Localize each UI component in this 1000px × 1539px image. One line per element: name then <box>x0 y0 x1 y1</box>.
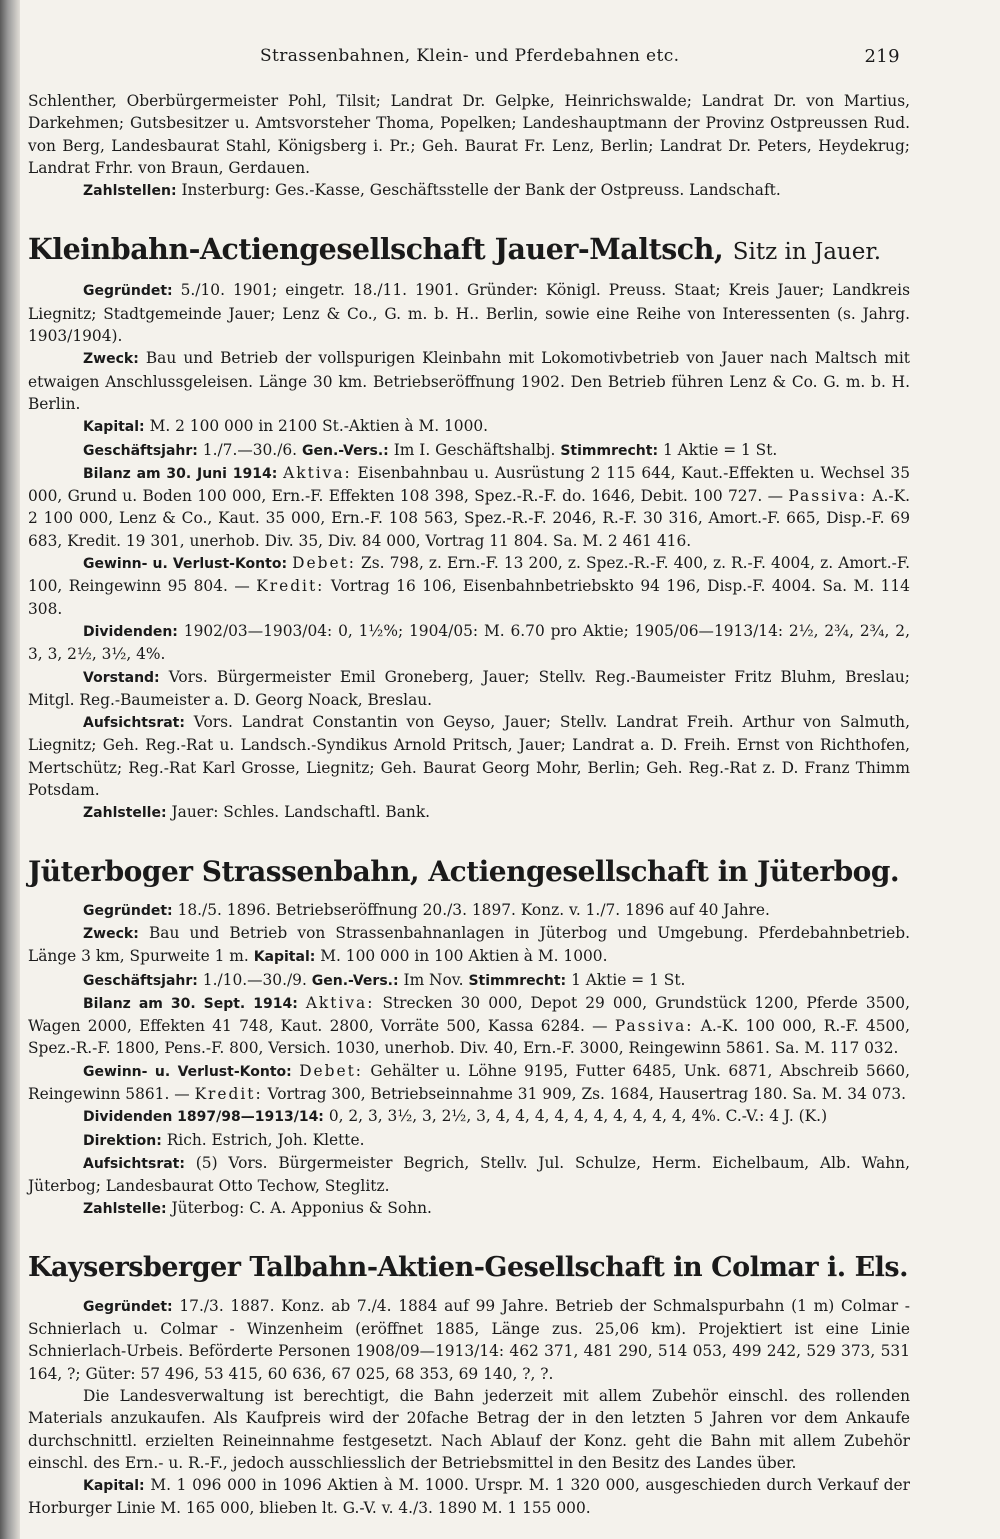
label: Vorstand: <box>83 669 160 686</box>
value: Vors. Bürgermeister Emil Groneberg, Jauer; Stellv. Reg.-Baumeister Fritz Bluhm, Breslau; Mitgl. Reg.-Baumeister a. D. Georg Noack, Breslau. <box>28 667 910 709</box>
label: Zahlstelle: <box>83 805 167 822</box>
jueterbog-bilanz <box>28 992 910 1060</box>
value: Im I. Geschäftshalbj. <box>393 440 556 459</box>
kaysersberg-paragraph: Die Landesverwaltung ist berechtigt, die Bahn jederzeit mit allem Zubehör einschl. des rollenden Materials anzukaufen. Als Kaufpreis wird der 20fache Betrag der in den letzten 5 Jahren vor dem Ankaufe durchschnittl. erzielten Reineinnahme festgesetzt. Nach Ablauf der Konz. geht die Bahn mit allem Zubehör einschl. des Ern.- u. R.-F., jedoch ausschliesslich der Betriebsmittel in den Besitz des Landes über. <box>28 1386 910 1472</box>
value: 1902/03—1903/04: 0, 1½%; 1904/05: M. 6.70 pro Aktie; 1905/06—1913/14: 2½, 2¾, 2¾, 2, 3, 3, 2½, 3½, 4%. <box>28 621 910 664</box>
jauer-guv <box>28 552 910 620</box>
jueterbog-aufsichtsrat <box>28 1152 910 1198</box>
label: Kapital: <box>83 419 145 436</box>
jauer-dividenden <box>28 620 910 666</box>
jauer-zahlstelle <box>28 801 910 824</box>
label: Kapital: <box>83 1478 145 1495</box>
kredit-label: Kredit: <box>256 577 325 596</box>
jauer-kapital <box>28 415 910 438</box>
label: Zweck: <box>83 925 139 942</box>
running-title: Strassenbahnen, Klein- und Pferdebahnen etc. <box>260 46 680 66</box>
jauer-bilanz <box>28 462 910 552</box>
label: Gen.-Vers.: <box>311 972 399 989</box>
jueterbog-geschaeftsjahr <box>28 969 910 992</box>
value: Vortrag 300, Betriebseinnahme 31 909, Zs. 1684, Hausertrag 180. Sa. M. 34 073. <box>267 1084 907 1103</box>
value: A.-K. 100 000, R.-F. 4500, Spez.-R.-F. 1800, Pens.-F. 800, Versich. 1030, unerhob. Div. 40, Ern.-F. 3000, Reingewinn 5861. Sa. M. 117 032. <box>28 1017 910 1058</box>
debet-label: Debet: <box>299 1061 363 1080</box>
entry-title-jueterbog: Jüterboger Strassenbahn, Actiengesellschaft in Jüterbog. <box>28 854 900 888</box>
value: Jauer: Schles. Landschaftl. Bank. <box>171 803 431 822</box>
value: 1 Aktie = 1 St. <box>571 970 686 989</box>
value: 0, 2, 3, 3½, 3, 2½, 3, 4, 4, 4, 4, 4, 4, 4, 4, 4, 4, 4%. C.-V.: 4 J. (K.) <box>328 1107 828 1126</box>
jauer-gegruendet <box>28 279 910 347</box>
jueterbog-guv <box>28 1060 910 1106</box>
value: 17./3. 1887. Konz. ab 7./4. 1884 auf 99 Jahre. Betrieb der Schmalspurbahn (1 m) Colmar - Schnierlach u. Colmar - Winzenheim (eröffnet 1885, Länge zus. 25,06 km). Projektiert ist eine Linie Schnierlach-Urbeis. Beförderte Personen 1908/09—1913/14: 462 371, 481 290, 514 053, 499 242, 529 373, 531 164, ?; Güter: 57 496, 53 415, 60 636, 67 025, 68 353, 69 140, ?, ?. <box>28 1296 910 1383</box>
label: Zahlstellen: <box>83 183 177 200</box>
page-edge <box>0 0 20 1539</box>
value: 18./5. 1896. Betriebseröffnung 20./3. 1897. Konz. v. 1./7. 1896 auf 40 Jahre. <box>177 900 770 919</box>
value: M. 1 096 000 in 1096 Aktien à M. 1000. Urspr. M. 1 320 000, ausgeschieden durch Verkauf der Horburger Linie M. 165 000, blieben lt. G.-V. v. 4./3. 1890 M. 1 155 000. <box>28 1476 910 1518</box>
kredit-label: Kredit: <box>194 1084 263 1103</box>
jueterbog-dividenden <box>28 1105 910 1128</box>
jueterbog-zweck <box>28 922 910 969</box>
jauer-aufsichtsrat <box>28 711 910 801</box>
label: Stimmrecht: <box>468 972 567 989</box>
label: Gewinn- u. Verlust-Konto: <box>83 1063 292 1080</box>
jauer-zweck <box>28 347 910 415</box>
debet-label: Debet: <box>292 554 356 573</box>
label: Aufsichtsrat: <box>83 1155 185 1172</box>
label: Gegründet: <box>83 1298 173 1315</box>
value: M. 2 100 000 in 2100 St.-Aktien à M. 1000. <box>149 417 489 436</box>
label: Gegründet: <box>83 902 173 919</box>
value: Gehälter u. Löhne 9195, Futter 6485, Unk. 6871, Abschreib 5660, Reingewinn 5861. — <box>28 1061 910 1103</box>
label: Stimmrecht: <box>560 442 659 459</box>
intro-paragraph: Schlenther, Oberbürgermeister Pohl, Tilsit; Landrat Dr. Gelpke, Heinrichswalde; Landrat Dr. von Martius, Darkehmen; Gutsbesitzer u. Amtsvorsteher Thoma, Popelken; Landeshauptmann der Provinz Ostpreussen Rud. von Berg, Landesbaurat Stahl, Königsberg i. Pr.; Geh. Baurat Fr. Lenz, Berlin; Landrat Dr. Peters, Heydekrug; Landrat Frhr. von Braun, Gerdauen. <box>28 92 910 177</box>
jueterbog-zahlstelle <box>28 1197 910 1220</box>
aktiva-label: Aktiva: <box>305 993 375 1012</box>
value: Vortrag 16 106, Eisenbahnbetriebskto 94 196, Disp.-F. 4004. Sa. M. 114 308. <box>28 577 910 618</box>
value: Rich. Estrich, Joh. Klette. <box>166 1130 365 1149</box>
label: Zahlstelle: <box>83 1201 167 1218</box>
value: 1./10.—30./9. <box>202 970 307 989</box>
value: Vors. Landrat Constantin von Geyso, Jauer; Stellv. Landrat Freih. Arthur von Salmuth, Liegnitz; Geh. Reg.-Rat u. Landsch.-Syndikus Arnold Pritsch, Jauer; Landrat a. D. Freih. Ernst von Richthofen, Mertschütz; Reg.-Rat Karl Grosse, Liegnitz; Geh. Baurat Georg Mohr, Berlin; Geh. Reg.-Rat z. D. Franz Thimm Potsdam. <box>28 713 910 800</box>
kaysersberg-gegruendet <box>28 1295 910 1385</box>
entry-title-kaysersberg: Kaysersberger Talbahn-Aktien-Gesellschaft in Colmar i. Els. <box>28 1251 909 1283</box>
label: Geschäftsjahr: <box>83 972 198 989</box>
entry-name: Kleinbahn-Actiengesellschaft Jauer-Maltsch, <box>28 232 724 267</box>
value: Strecken 30 000, Depot 29 000, Grundstück 1200, Pferde 3500, Wagen 2000, Effekten 41 748, Kaut. 2800, Vorräte 500, Kassa 6284. — <box>28 993 910 1036</box>
label: Zweck: <box>83 351 139 368</box>
label: Geschäftsjahr: <box>83 442 198 459</box>
value: 1./7.—30./6. <box>202 440 298 459</box>
label: Dividenden 1897/98—1913/14: <box>83 1109 324 1126</box>
label: Gegründet: <box>83 283 173 300</box>
label: Direktion: <box>83 1132 162 1149</box>
value: Zs. 798, z. Ern.-F. 13 200, z. Spez.-R.-F. 400, z. R.-F. 4004, z. Amort.-F. 100, Reingewinn 95 804. — <box>28 554 910 596</box>
value: Bau und Betrieb von Strassenbahnanlagen in Jüterbog und Umgebung. Pferdebahnbetrieb. Länge 3 km, Spurweite 1 m. <box>28 923 910 966</box>
jueterbog-gegruendet <box>28 899 910 922</box>
value: Bau und Betrieb der vollspurigen Kleinbahn mit Lokomotivbetrieb von Jauer nach Maltsch mit etwaigen Anschlussgeleisen. Länge 30 km. Betriebseröffnung 1902. Den Betrieb führen Lenz & Co. G. m. b. H. Berlin. <box>28 349 910 413</box>
jueterbog-direktion <box>28 1129 910 1152</box>
value: Eisenbahnbau u. Ausrüstung 2 115 644, Kaut.-Effekten u. Wechsel 35 000, Grund u. Boden 100 000, Ern.-F. Effekten 108 398, Spez.-R.-F. do. 1646, Debit. 100 727. — <box>28 463 910 506</box>
entry-seat: Sitz in Jauer. <box>732 239 882 266</box>
value: Insterburg: Ges.-Kasse, Geschäftsstelle der Bank der Ostpreuss. Landschaft. <box>181 181 781 200</box>
passiva-label: Passiva: <box>788 487 868 506</box>
jauer-vorstand <box>28 666 910 712</box>
kaysersberg-kapital <box>28 1474 910 1520</box>
value: M. 100 000 in 100 Aktien à M. 1000. <box>320 947 608 966</box>
label: Kapital: <box>253 949 316 966</box>
jauer-geschaeftsjahr <box>28 439 910 462</box>
label: Gewinn- u. Verlust-Konto: <box>83 556 288 573</box>
label: Dividenden: <box>83 623 178 640</box>
value: 5./10. 1901; eingetr. 18./11. 1901. Gründer: Königl. Preuss. Staat; Kreis Jauer; Landkreis Liegnitz; Stadtgemeinde Jauer; Lenz & Co., G. m. b. H.. Berlin, sowie eine Reihe von Interessenten (s. Jahrg. 1903/1904). <box>28 281 910 346</box>
value: A.-K. 2 100 000, Lenz & Co., Kaut. 35 000, Ern.-F. 108 563, Spez.-R.-F. 2046, R.-F. 30 316, Amort.-F. 665, Disp.-F. 69 683, Kredit. 19 301, unerhob. Div. 35, Div. 84 000, Vortrag 11 804. Sa. M. 2 461 416. <box>28 487 910 550</box>
entry-title-jauer <box>28 232 910 269</box>
label: Aufsichtsrat: <box>83 715 185 732</box>
label: Gen.-Vers.: <box>301 442 389 459</box>
page-content <box>28 90 910 1520</box>
value: 1 Aktie = 1 St. <box>662 440 778 459</box>
label: Bilanz am 30. Juni 1914: <box>83 465 278 482</box>
label: Bilanz am 30. Sept. 1914: <box>83 995 298 1012</box>
intro-zahlstellen <box>28 179 910 202</box>
value: Im Nov. <box>403 970 464 989</box>
value: Jüterbog: C. A. Apponius & Sohn. <box>171 1199 432 1218</box>
page-number: 219 <box>864 46 900 67</box>
value: (5) Vors. Bürgermeister Begrich, Stellv. Jul. Schulze, Herm. Eichelbaum, Alb. Wahn, Jüterbog; Landesbaurat Otto Techow, Steglitz. <box>28 1153 910 1196</box>
passiva-label: Passiva: <box>614 1017 694 1036</box>
aktiva-label: Aktiva: <box>283 463 352 482</box>
